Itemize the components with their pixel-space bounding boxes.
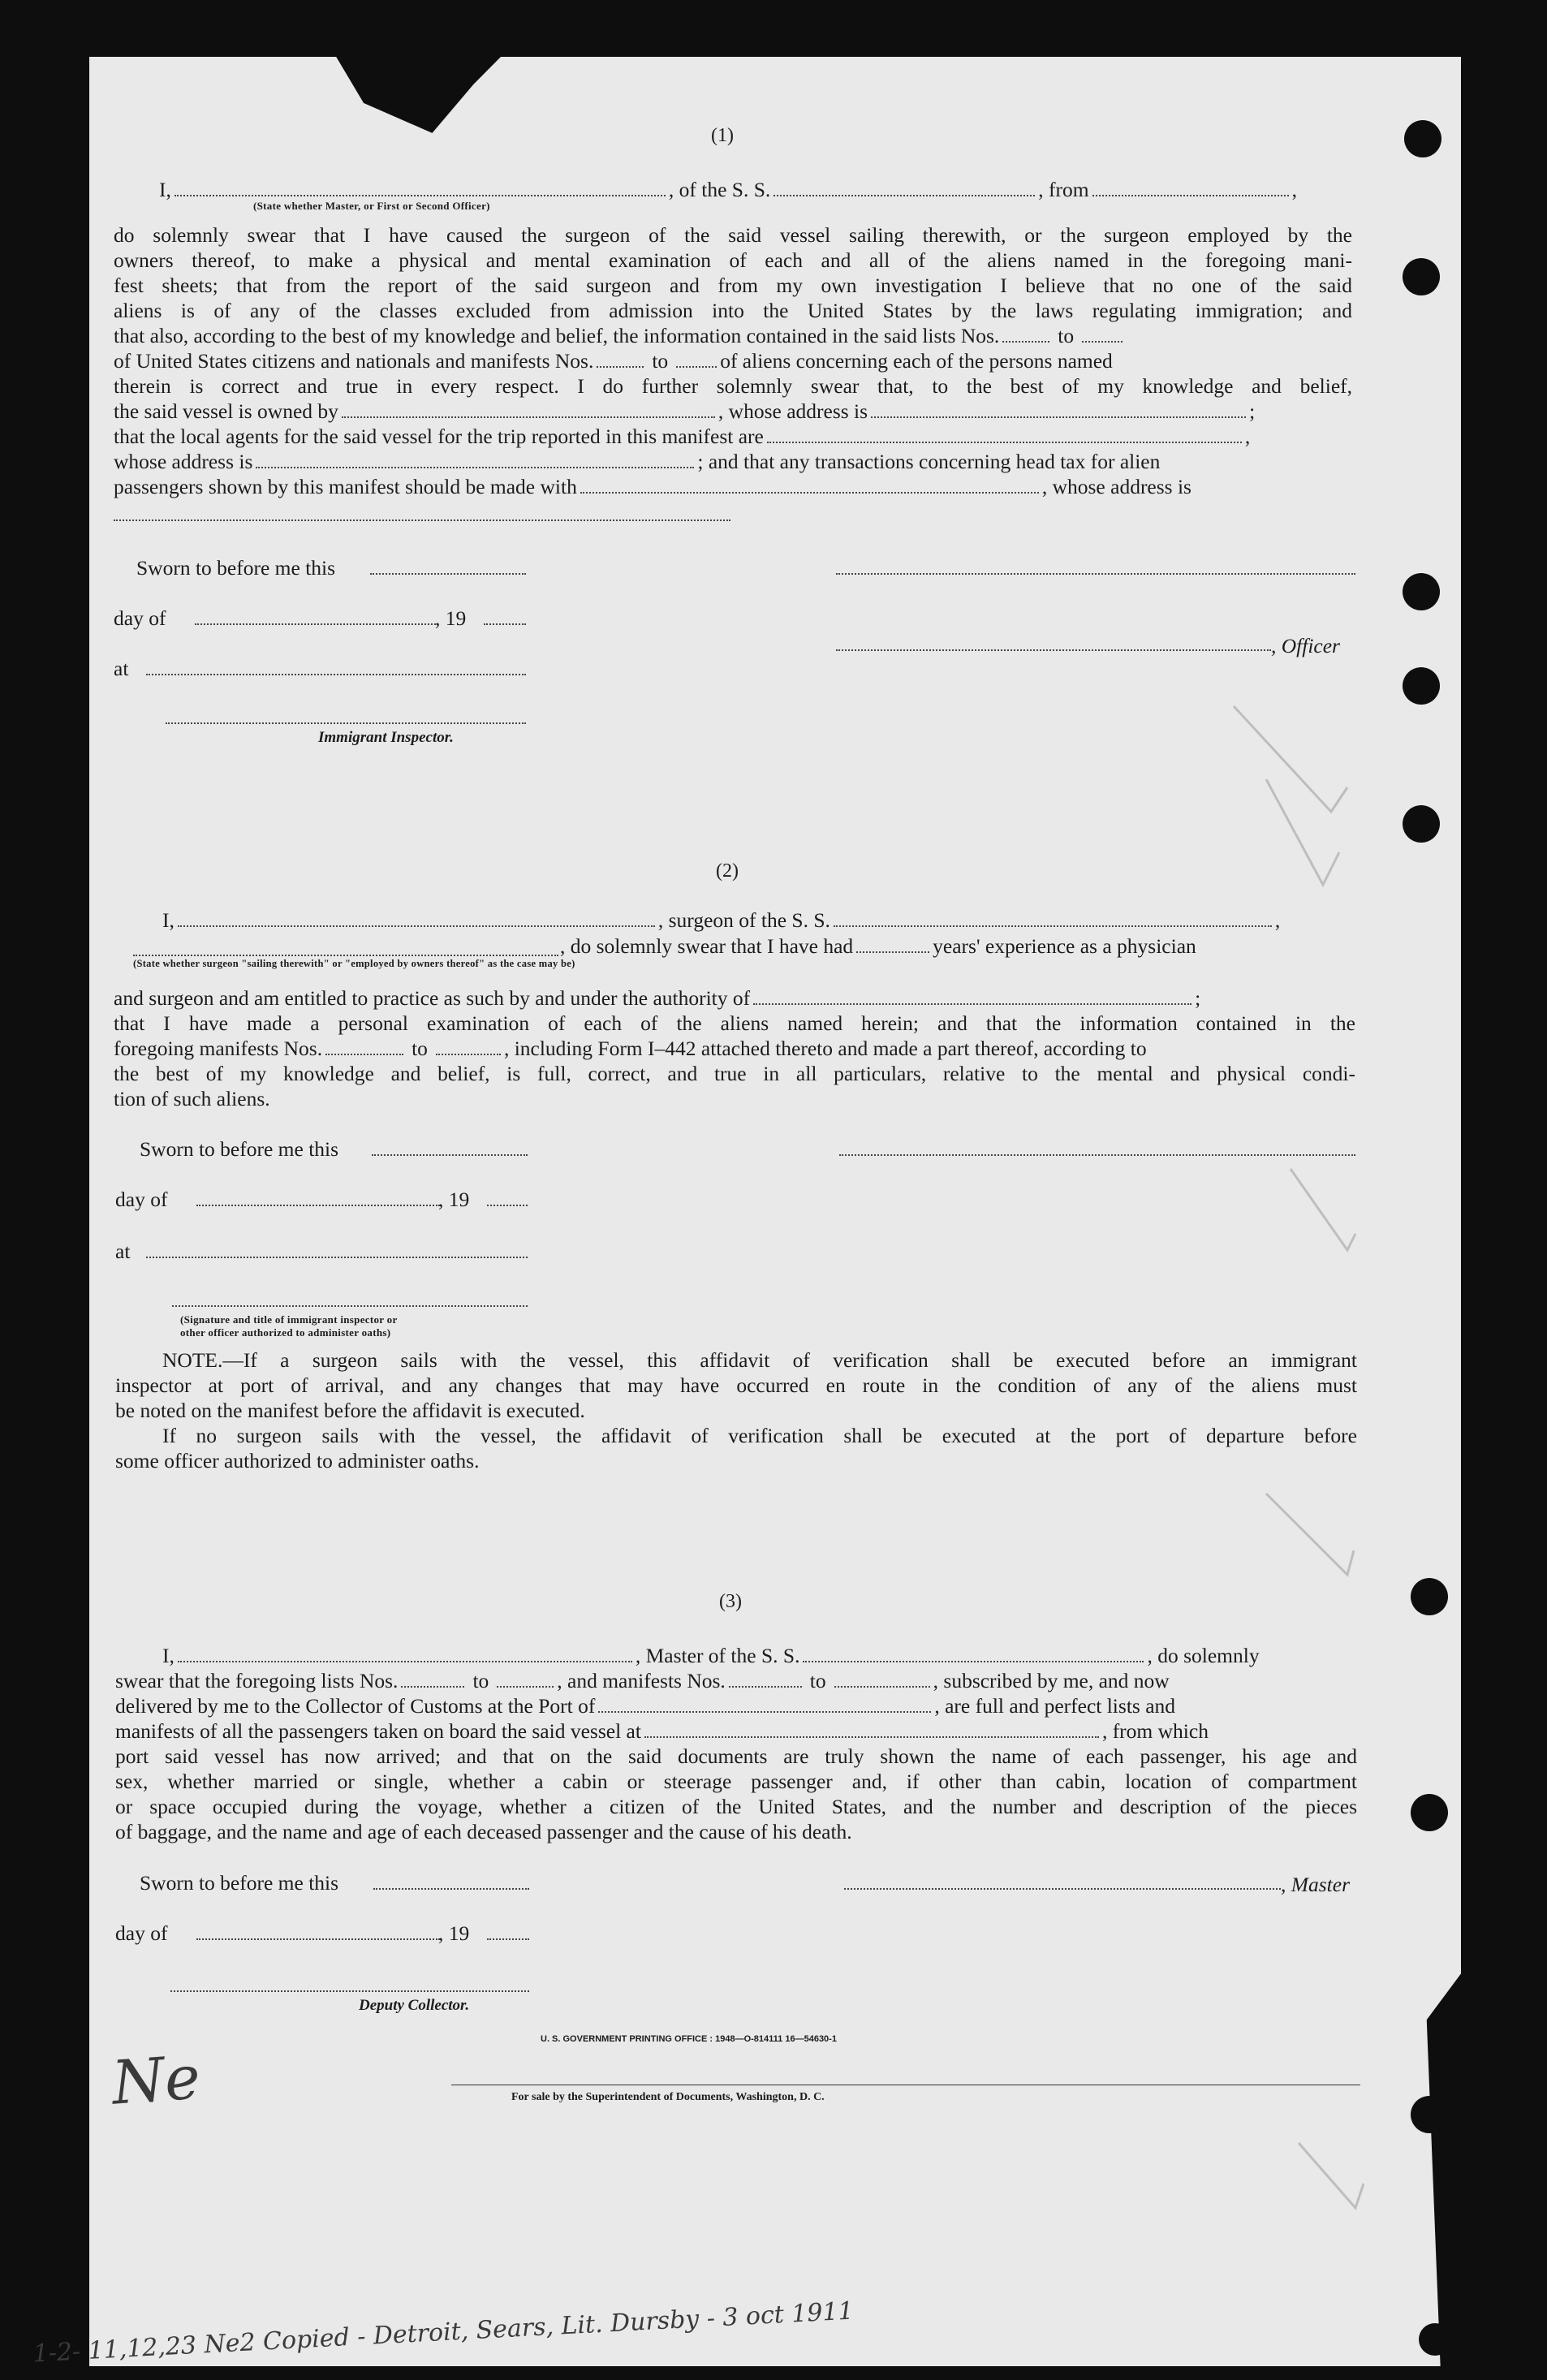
- oath-paragraph-line: fest sheets; that from the report of the said surgeon and from my own investigation I believe that no one of the said: [114, 274, 1352, 297]
- section-number: (1): [711, 125, 734, 146]
- sale-notice: For sale by the Superintendent of Documents, Washington, D. C.: [511, 2091, 825, 2103]
- handwritten-initials: Ne: [110, 2042, 203, 2119]
- oath-paragraph-line: do solemnly swear that I have caused the surgeon of the said vessel sailing therewith, or the surgeon employed by the: [114, 223, 1352, 247]
- text-and-manifests: , and manifests Nos.: [557, 1669, 726, 1692]
- master-label: , Master: [1281, 1873, 1350, 1896]
- text-subscribed: , subscribed by me, and now: [933, 1669, 1170, 1692]
- section-number: (3): [719, 1591, 742, 1612]
- oath-paragraph-line: the best of my knowledge and belief, is full, correct, and true in all particulars, relative to the mental and physical condi-: [114, 1062, 1355, 1085]
- officer-rank-caption: (State whether Master, or First or Second Officer): [253, 200, 490, 212]
- note-line: be noted on the manifest before the affidavit is executed.: [115, 1399, 585, 1422]
- text-taken-on-board: manifests of all the passengers taken on board the said vessel at: [115, 1719, 641, 1743]
- text-whose-address: whose address is: [114, 450, 253, 473]
- text-aliens: of aliens concerning each of the persons named: [720, 349, 1113, 373]
- text-comma: ,: [1274, 908, 1281, 932]
- text-foregoing: foregoing manifests Nos.: [114, 1037, 323, 1060]
- text-full-perfect: , are full and perfect lists and: [934, 1694, 1176, 1718]
- text-whose-address: , whose address is: [717, 399, 868, 423]
- year-label: , 19: [438, 1921, 470, 1945]
- text-comma: ,: [1291, 178, 1297, 201]
- at-label: at: [114, 657, 129, 680]
- note-line: If no surgeon sails with the vessel, the affidavit of verification shall be executed at the port of departure before: [162, 1424, 1357, 1447]
- text-lists-nos: that also, according to the best of my knowledge and belief, the information contained in the said lists Nos.: [114, 324, 1000, 347]
- sworn-label: Sworn to before me this: [140, 1871, 339, 1895]
- section-number: (2): [716, 860, 739, 882]
- note-line: NOTE.—If a surgeon sails with the vessel, this affidavit of verification shall be executed before an immigrant: [162, 1348, 1357, 1372]
- text-master-of: , Master of the S. S.: [635, 1644, 800, 1667]
- text-semicolon: ;: [1195, 986, 1201, 1010]
- day-of-label: day of: [115, 1188, 168, 1211]
- oath-paragraph-line: therein is correct and true in every respect. I do further solemnly swear that, to the best of my knowledge and belief,: [114, 374, 1352, 398]
- text-i: I,: [159, 178, 171, 201]
- handwritten-note: 1-2- 11,12,23 Ne2 Copied - Detroit, Sears, Lit. Dursby - 3 oct 1911: [32, 2296, 855, 2369]
- year-label: , 19: [435, 606, 467, 630]
- text-including: , including Form I–442 attached thereto and made a part thereof, according to: [503, 1037, 1147, 1060]
- oath-paragraph-line: port said vessel has now arrived; and that on the said documents are truly shown the name of each passenger, his age and: [115, 1744, 1357, 1768]
- text-years-experience: years' experience as a physician: [933, 934, 1196, 958]
- text-from-which: , from which: [1101, 1719, 1209, 1743]
- witness-caption: (Signature and title of immigrant inspector or: [180, 1313, 398, 1326]
- text-manifests-nos: of United States citizens and nationals and manifests Nos.: [114, 349, 594, 373]
- text-to: to: [472, 1669, 489, 1692]
- text-do-solemnly: , do solemnly swear that I have had: [560, 934, 854, 958]
- text-whose-address: , whose address is: [1041, 475, 1191, 498]
- text-to: to: [1058, 324, 1075, 347]
- text-delivered: delivered by me to the Collector of Customs at the Port of: [115, 1694, 596, 1718]
- text-i: I,: [162, 1644, 175, 1667]
- oath-paragraph-line: that I have made a personal examination of each of the aliens named herein; and that the information contained in the: [114, 1011, 1355, 1035]
- surgeon-status-caption: (State whether surgeon "sailing therewith" or "employed by owners thereof" as the case may be): [133, 958, 575, 969]
- text-authority: and surgeon and am entitled to practice as such by and under the authority of: [114, 986, 751, 1010]
- collector-label: Deputy Collector.: [359, 1997, 470, 2014]
- text-to: to: [652, 349, 669, 373]
- year-label: , 19: [438, 1188, 470, 1211]
- text-owned-by: the said vessel is owned by: [114, 399, 338, 423]
- text-head-tax: ; and that any transactions concerning head tax for alien: [697, 450, 1161, 473]
- at-label: at: [115, 1240, 131, 1263]
- day-of-label: day of: [115, 1921, 168, 1945]
- text-local-agents: that the local agents for the said vessel for the trip reported in this manifest are: [114, 425, 764, 448]
- note-line: some officer authorized to administer oaths.: [115, 1449, 480, 1472]
- text-do-solemnly: , do solemnly: [1147, 1644, 1260, 1667]
- officer-label: , Officer: [1271, 634, 1340, 658]
- text-comma: ,: [1244, 425, 1251, 448]
- witness-caption: other officer authorized to administer oaths): [180, 1326, 391, 1339]
- oath-paragraph-line: owners thereof, to make a physical and mental examination of each and all of the aliens named in the foregoing mani-: [114, 248, 1352, 272]
- inspector-label: Immigrant Inspector.: [318, 729, 454, 746]
- text-to: to: [412, 1037, 428, 1060]
- sworn-label: Sworn to before me this: [140, 1137, 339, 1161]
- text-to: to: [809, 1669, 826, 1692]
- sworn-label: Sworn to before me this: [136, 556, 336, 580]
- text-made-with: passengers shown by this manifest should be made with: [114, 475, 577, 498]
- text-from: , from: [1038, 178, 1089, 201]
- text-swear-lists: swear that the foregoing lists Nos.: [115, 1669, 399, 1692]
- oath-paragraph-line: of baggage, and the name and age of each deceased passenger and the cause of his death.: [115, 1820, 852, 1843]
- text-semicolon: ;: [1249, 399, 1256, 423]
- oath-paragraph-line: tion of such aliens.: [114, 1087, 270, 1110]
- oath-paragraph-line: or space occupied during the voyage, whether a citizen of the United States, and the number and description of the pieces: [115, 1795, 1357, 1818]
- oath-paragraph-line: sex, whether married or single, whether a cabin or steerage passenger and, if other than cabin, location of compartment: [115, 1770, 1357, 1793]
- text-of-ss: , of the S. S.: [668, 178, 771, 201]
- gpo-imprint: U. S. GOVERNMENT PRINTING OFFICE : 1948—O-814111 16—54630-1: [541, 2034, 837, 2044]
- oath-paragraph-line: aliens is of any of the classes excluded from admission into the United States by the laws regulating immigration; and: [114, 299, 1352, 322]
- text-surgeon-of: , surgeon of the S. S.: [657, 908, 830, 932]
- note-line: inspector at port of arrival, and any changes that may have occurred en route in the condition of any of the aliens must: [115, 1373, 1357, 1397]
- text-i: I,: [162, 908, 175, 932]
- day-of-label: day of: [114, 606, 166, 630]
